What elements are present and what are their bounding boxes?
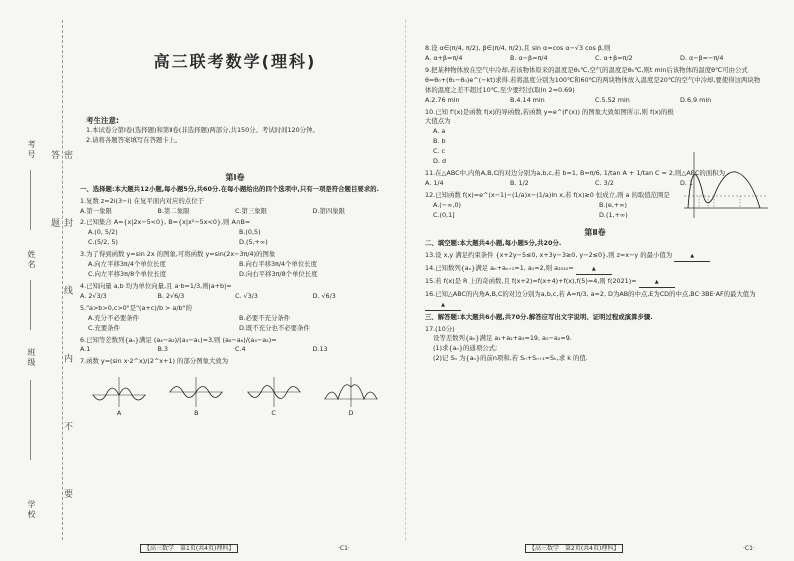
left-footer: [140, 544, 238, 553]
option: B.(0,5): [239, 228, 261, 237]
option: A.第一象限: [80, 206, 112, 215]
section3-heading: 三、解答题:本大题共6小题,共70分.解答应写出文字说明、证明过程或演算步骤.: [425, 312, 653, 321]
class-line: [30, 380, 31, 460]
q8-options: [425, 54, 765, 64]
seal-line: [62, 20, 63, 540]
question-8: 8.设 α∈(π/4, π/2), β∈(π/4, π/2),且 sin α=cos α−√3 cos β,则: [425, 44, 611, 52]
option: A. 2√3/3: [80, 291, 107, 300]
graph-a: [90, 375, 148, 419]
name-label: 姓名: [27, 250, 36, 270]
binding-strip: [0, 0, 70, 561]
option: B.必要不充分条件: [239, 313, 291, 322]
question-7: 7.函数 y=(sin x·2^x)/(2^x+1) 的部分图象大致为: [80, 357, 229, 366]
option: D.(1,+∞): [599, 210, 628, 219]
answer-blank: [674, 251, 710, 262]
school-label: 学校: [27, 500, 36, 520]
option: C.4: [235, 345, 246, 354]
option: A.1: [80, 345, 91, 354]
option: D.6.9 min: [680, 95, 712, 104]
footer-page-info: 【高三数学 第2页(共4页)理科】: [525, 544, 623, 553]
option: D.第四象限: [312, 206, 346, 215]
part1-heading: 第Ⅰ卷: [225, 173, 245, 183]
question-4: 4.已知向量 a,b 均为单位向量,且 a·b=1/3,则|a+b|=: [80, 281, 232, 290]
option: C.(0,1]: [433, 210, 455, 219]
question-2: 2.已知集合 A={x|2x−5<0}, B={x|x²−5x<0},则 A∩B=: [80, 218, 251, 227]
option: C.第三象限: [235, 206, 268, 215]
q17-body: 设等差数列{aₙ}满足 a₁+a₂+a₃=19, a₅−a₂=9.: [433, 334, 572, 343]
q17-part2: (2)记 Sₙ 为{aₙ}的前n项和,若 Sₙ+Sₙ₊₁=Sₖ,求 k 的值.: [433, 354, 588, 363]
question-5: 5."a>b>0,c>0"是"(a+c)/b > a/b"的: [80, 303, 192, 312]
option: B.(e,+∞): [599, 200, 628, 209]
blank-marker: ▲: [690, 252, 695, 259]
option: B. b: [433, 137, 446, 146]
option: D. 1: [680, 178, 694, 187]
option: C.充要条件: [88, 323, 121, 332]
option: B.第二象限: [157, 206, 190, 215]
name-line: [30, 280, 31, 330]
option: B.3: [157, 345, 168, 354]
q2-options: [80, 228, 390, 248]
blank-marker: ▲: [591, 265, 596, 272]
option: C.(5/2, 5): [88, 238, 118, 247]
blank-marker: ▲: [441, 301, 445, 308]
option: B. 1/2: [510, 178, 529, 187]
q10-graph: [680, 150, 770, 220]
notice-title: 考生注意:: [86, 115, 119, 125]
graph-label: B: [194, 409, 199, 418]
q15-text: 15.若 f(x)是 R 上的奇函数,且 f(x+2)=f(x+4)+f(x),f(5)=4,则 f(2021)=: [425, 276, 637, 285]
q4-options: [80, 292, 390, 302]
q16-text: 16.已知△ABC的内角A,B,C的对边分别为a,b,c,若 A=π/3, a=2, D为AB的中点,E为CD的中点,BC·3BE·AF的最大值为: [425, 289, 756, 298]
q14-text: 14.已知数列{aₙ}满足 aₙ+aₙ₊₁=1, a₁=2,则 a₂₀₂₀=: [425, 263, 574, 272]
seal-line-text: 密 封 线 内 不 要 答 题: [49, 150, 72, 527]
option: A. α+β=π/4: [425, 53, 463, 62]
q6-options: [80, 345, 390, 355]
graph-d-figure: [322, 375, 380, 409]
option: D. α−β=−π/4: [680, 53, 724, 62]
left-page: [80, 0, 390, 561]
footer-page-info: 【高三数学 第1页(共4页)理科】: [140, 544, 238, 553]
option: B. α−β=π/4: [510, 53, 548, 62]
option: A.2.76 min: [425, 95, 460, 104]
q13-text: 13.设 x,y 满足约束条件 {x+2y−5≤0, x+3y−3≥0, y−2≤0},则 z=x−y 的最小值为: [425, 250, 673, 259]
graph-b: [167, 375, 225, 419]
option: A.(0, 5/2): [88, 228, 118, 237]
option: C. α+β=π/2: [595, 53, 633, 62]
question-17: 17.(10分): [425, 324, 455, 333]
question-9: 9.把某种物体放在空气中冷却,若该物体原来的温度是θ₁℃,空气的温度是θ₀℃,则t min后该物体的温度θ℃可由公式θ=θ₀+(θ₁−θ₀)e^(−kt)求得.若将温度分别为100℃和60℃的两块物体放入温度是20℃的空气中冷却,要使得这两块物体的温度之差不超过10℃,至少要经过(取ln 2≈0.69): [425, 65, 761, 94]
question-12: 12.已知函数 f(x)=e^(x−1)−(1/a)x−(1/a)ln x,若 f(x)≥0 恒成立,则 a 的取值范围是: [425, 190, 670, 199]
q5-options: [80, 314, 390, 334]
option: D.13: [312, 345, 328, 354]
right-footer-code: ·C1·: [743, 544, 755, 552]
q3-options: [80, 260, 390, 280]
question-1: 1.复数 z=2i(3−i) 在复平面内对应的点位于: [80, 196, 204, 205]
section1-heading: 一、选择题:本大题共12小题,每小题5分,共60分.在每小题给出的四个选项中,只有一项是符合题目要求的.: [80, 184, 379, 193]
answer-blank: [639, 277, 675, 288]
graph-label: D: [348, 409, 354, 418]
question-15: [425, 277, 765, 288]
q17-part1: (1)求{aₙ}的通项公式;: [433, 344, 498, 353]
q1-options: [80, 207, 390, 217]
option: A.充分不必要条件: [88, 313, 140, 322]
exam-no-label: 考号: [27, 140, 36, 160]
answer-blank: [576, 264, 612, 275]
question-6: 6.已知等差数列{aₙ}满足 (a₄−a₂)/(a₃−a₁)=3,则 (a₈−a₆)/(a₄−a₂)=: [80, 335, 277, 344]
exam-no-line: [30, 170, 31, 230]
section2-heading: 二、填空题:本大题共4小题,每小题5分,共20分.: [425, 239, 562, 248]
graph-d: [322, 375, 380, 419]
exam-title: 高三联考数学(理科): [153, 52, 317, 71]
q9-options: [425, 96, 765, 106]
blank-marker: ▲: [654, 278, 659, 285]
notice-item: 1.本试卷分第Ⅰ卷(选择题)和第Ⅱ卷(非选择题)两部分,共150分。考试时间120分钟。: [86, 126, 319, 135]
answer-blank: [425, 300, 461, 311]
question-11: 11.在△ABC中,内角A,B,C的对边分别为a,b,c,若 b=1, B=π/6, 1/tan A + 1/tan C = 2,则△ABC的面积为: [425, 169, 725, 178]
option: C.5.52 min: [595, 95, 630, 104]
notice-item: 2.请将各题答案填写在答题卡上。: [86, 136, 182, 145]
option: B. 2√6/3: [157, 291, 185, 300]
notice: [80, 115, 390, 146]
option: C. 3/2: [595, 178, 614, 187]
graph-label: A: [116, 409, 122, 418]
right-page: [425, 0, 765, 561]
option: A.(−∞,0): [433, 200, 462, 209]
left-footer-code: ·C1·: [338, 544, 350, 552]
option: D.既不充分也不必要条件: [239, 323, 310, 332]
graph-b-figure: [167, 375, 225, 409]
option: D.(5,+∞): [239, 238, 268, 247]
option: D. √6/3: [312, 291, 336, 300]
option: B.4.14 min: [510, 95, 545, 104]
question-3: 3.为了得到函数 y=sin 2x 的图象,可将函数 y=sin(2x−3π/4)的图象: [80, 250, 276, 259]
q7-graphs: [80, 375, 390, 419]
question-13: [425, 251, 765, 262]
question-14: [425, 264, 765, 275]
option: A. a: [433, 127, 446, 136]
option: D. d: [433, 157, 447, 166]
option: C. √3/3: [235, 291, 258, 300]
graph-label: C: [271, 409, 276, 418]
graph-a-figure: [90, 375, 148, 409]
option: A. 1/4: [425, 178, 444, 187]
option: C. c: [433, 147, 446, 156]
right-footer: [525, 544, 623, 553]
graph-c: [245, 375, 303, 419]
part2-heading: 第Ⅱ卷: [584, 227, 606, 237]
option: D.向右平移3π/8个单位长度: [239, 270, 318, 279]
class-label: 班级: [27, 348, 36, 368]
option: A.向左平移3π/4个单位长度: [88, 260, 166, 269]
question-16: [425, 290, 765, 311]
page-divider: [405, 20, 406, 540]
option: C.向左平移3π/8个单位长度: [88, 270, 167, 279]
question-10: 10.已知 f'(x)是函数 f(x)的导函数,若函数 y=e^(f'(x)) 的图象大致如图所示,则 f(x)的极大值点为: [425, 107, 674, 126]
graph-c-figure: [245, 375, 303, 409]
option: B.向右平移3π/4个单位长度: [239, 260, 318, 269]
